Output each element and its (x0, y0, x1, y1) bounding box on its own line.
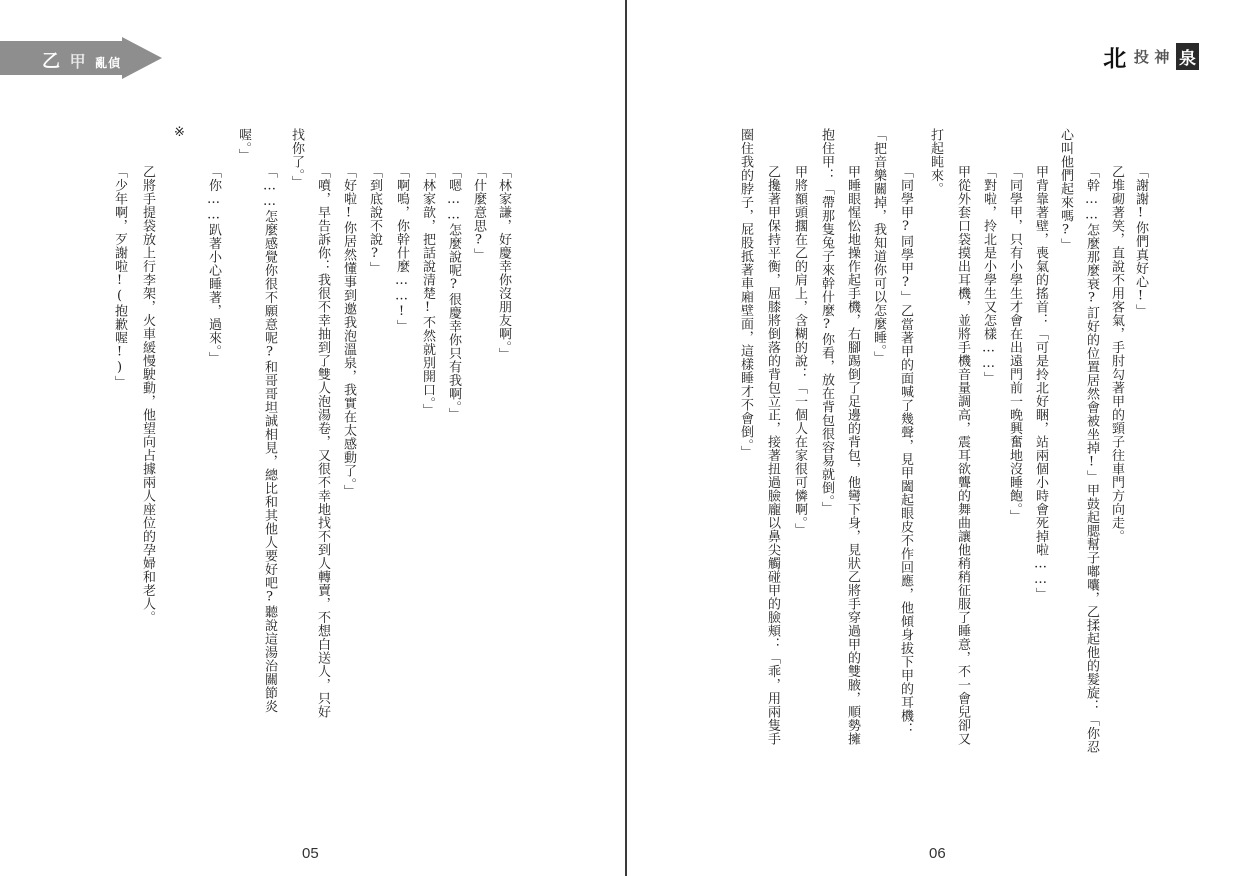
chapter-title-part: 甲 (69, 52, 87, 71)
text-column: 「什麼意思?」 (471, 165, 486, 262)
running-header-part: 投 (1133, 48, 1149, 66)
chapter-title-part: 乙 (42, 51, 61, 72)
text-column: 乙將手提袋放上行李架，火車緩慢駛動，他望向占據兩人座位的孕婦和老人。 (140, 165, 155, 624)
text-column: 喔。」 (236, 128, 251, 162)
text-column: 打起盹來。 (928, 128, 943, 196)
text-column: 「同學甲?同學甲?」乙當著甲的面喊了幾聲，見甲闔起眼皮不作回應，他傾身拔下甲的耳機： (898, 165, 913, 736)
text-column: 「林家歆，把話說清楚!不然就別開口。」 (420, 165, 435, 417)
text-column: 「把音樂關掉，我知道你可以怎麼睡。」 (871, 128, 886, 365)
text-column: 「對啦，拎北是小學生又怎樣……」 (981, 165, 996, 385)
page-number: 06 (929, 845, 946, 862)
text-column: 甲將額頭擱在乙的肩上，含糊的說：「一個人在家很可憐啊。」 (792, 165, 807, 537)
text-column: 「……怎麼感覺你很不願意呢?和哥哥坦誠相見，總比和其他人要好吧?聽說這湯治關節炎 (262, 165, 277, 713)
text-column: 「幹……怎麼那麼衰?訂好的位置居然會被坐掉!」甲鼓起腮幫子嘟囔，乙揉起他的髮旋：「你忍 (1084, 165, 1099, 754)
text-column: 甲睡眼惺忪地操作起手機，右腳踢倒了足邊的背包，他彎下身，見狀乙將手穿過甲的雙腋，順勢擁 (845, 165, 860, 746)
text-column: 乙攙著甲保持平衡，屈膝將倒落的背包立正，接著扭過臉龐以鼻尖觸碰甲的臉頰：「乖，用兩隻手 (765, 165, 780, 746)
text-column: 「謝謝!你們真好心!」 (1133, 165, 1148, 318)
chapter-tab (0, 37, 162, 79)
text-column: 乙堆砌著笑，直說不用客氣，手肘勾著甲的頸子往車門方向走。 (1109, 165, 1124, 543)
running-header-part: 北 (1103, 45, 1127, 72)
chapter-title-part: 亂偵 (95, 56, 122, 70)
text-column: 找你了。」 (289, 128, 304, 189)
text-column: 「同學甲，只有小學生才會在出遠門前一晚興奮地沒睡飽。」 (1007, 165, 1022, 523)
running-header-part: 神 (1154, 48, 1170, 66)
text-column: 心叫他們起來嗎?」 (1058, 128, 1073, 252)
text-column: 甲從外套口袋摸出耳機，並將手機音量調高，震耳欲聾的舞曲讓他稍稍征服了睡意，不一會兒卻又 (955, 165, 970, 746)
text-column: 「嗯……怎麼說呢?很慶幸你只有我啊。」 (446, 165, 461, 421)
running-header-part: 泉 (1176, 43, 1199, 70)
text-column: 「噴，早告訴你：我很不幸抽到了雙人泡湯卷，又很不幸地找不到人轉賣，不想白送人，只好 (315, 165, 330, 719)
text-column: 「林家謙，好慶幸你沒朋友啊。」 (496, 165, 511, 361)
text-column: 「到底說不說?」 (367, 165, 382, 275)
section-break-mark: ※ (172, 125, 187, 141)
running-header (1103, 40, 1199, 72)
text-column: 甲背靠著壁，喪氣的搖首：「可是拎北好睏，站兩個小時會死掉啦……」 (1033, 165, 1048, 601)
text-column: 「好啦!你居然懂事到邀我泡溫泉，我實在太感動了。」 (341, 165, 356, 498)
text-column: 「少年啊，歹謝啦!(抱歉喔!)」 (112, 165, 127, 389)
chapter-title (42, 47, 121, 73)
text-column: 抱住甲：「帶那隻兔子來幹什麼?你看，放在背包很容易就倒。」 (819, 128, 834, 515)
text-column: 「你……趴著小心睡著，過來。」 (206, 165, 221, 365)
page-number: 05 (302, 845, 319, 862)
right-page (627, 0, 1251, 876)
text-column: 圈住我的脖子，屁股抵著車廂壁面，這樣睡才不會倒。」 (738, 128, 753, 459)
text-column: 「啊嗚，你幹什麼……!」 (394, 165, 409, 333)
